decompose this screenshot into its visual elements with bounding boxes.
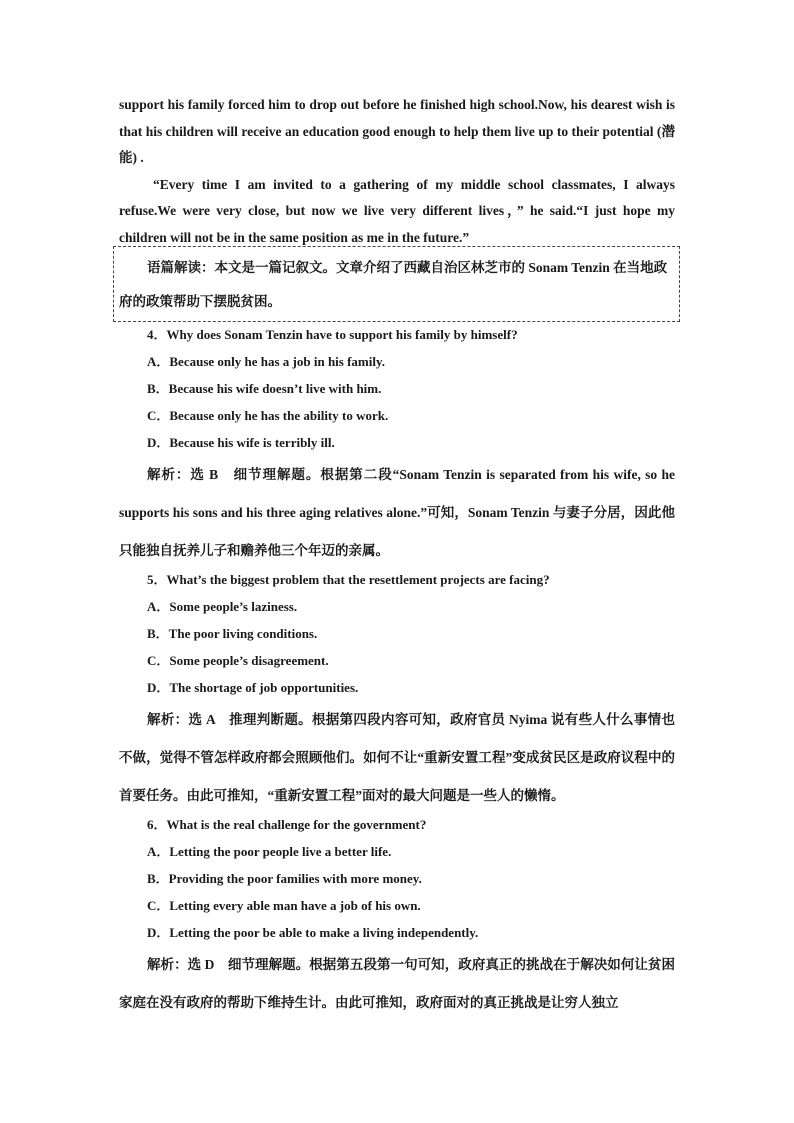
question-stem: 6．What is the real challenge for the government? [147,817,427,832]
answer-explanation: 解析：选 D 细节理解题。根据第五段第一句可知，政府真正的挑战在于解决如何让贫困家庭在没有政府的帮助下维持生计。由此可推知，政府面对的真正挑战是让穷人独立 [119,957,675,1010]
option-c: C．Because only he has the ability to work. [147,408,389,423]
option-d: D．The shortage of job opportunities. [147,680,359,695]
answer-explanation: 解析：选 B 细节理解题。根据第二段“Sonam Tenzin is separated from his wife, so he supports his sons and his three aging relatives alone.”可知，Sonam Tenzin 与妻子分居，因此他只能独自抚养儿子和赡养他三个年迈的亲属。 [119,467,675,558]
option-b: B．Because his wife doesn’t live with him. [147,381,382,396]
option-c: C．Some people’s disagreement. [147,653,329,668]
answer-explanation: 解析：选 A 推理判断题。根据第四段内容可知，政府官员 Nyima 说有些人什么事情也不做，觉得不管怎样政府都会照顾他们。如何不让“重新安置工程”变成贫民区是政府议程中的首要任务。由此可推知，“重新安置工程”面对的最大问题是一些人的懒惰。 [119,712,675,803]
passage-paragraph-2: “Every time I am invited to a gathering of my middle school classmates, I always refuse.We were very close, but now we live very different lives，” he said.“I just hope my children will not be in the same position as me in the future.” [119,176,675,245]
option-b: B．The poor living conditions. [147,626,318,641]
option-a: A．Letting the poor people live a better life. [147,844,392,859]
question-5 [119,566,675,815]
question-6 [119,811,675,1022]
passage-continuation [119,92,675,251]
option-d: D．Because his wife is terribly ill. [147,435,335,450]
option-b: B．Providing the poor families with more money. [147,871,422,886]
option-c: C．Letting every able man have a job of his own. [147,898,421,913]
option-a: A．Because only he has a job in his family. [147,354,386,369]
summary-text: 语篇解读：本文是一篇记叙文。文章介绍了西藏自治区林芝市的 Sonam Tenzin 在当地政府的政策帮助下摆脱贫困。 [119,260,668,309]
question-stem: 4．Why does Sonam Tenzin have to support his family by himself? [147,327,518,342]
passage-paragraph-1: support his family forced him to drop out before he finished high school.Now, his dearest wish is that his children will receive an education good enough to help them live up to their potential (潜能) . [119,97,675,165]
option-d: D．Letting the poor be able to make a living independently. [147,925,479,940]
option-a: A．Some people’s laziness. [147,599,298,614]
question-stem: 5．What’s the biggest problem that the resettlement projects are facing? [147,572,550,587]
question-4 [119,321,675,570]
